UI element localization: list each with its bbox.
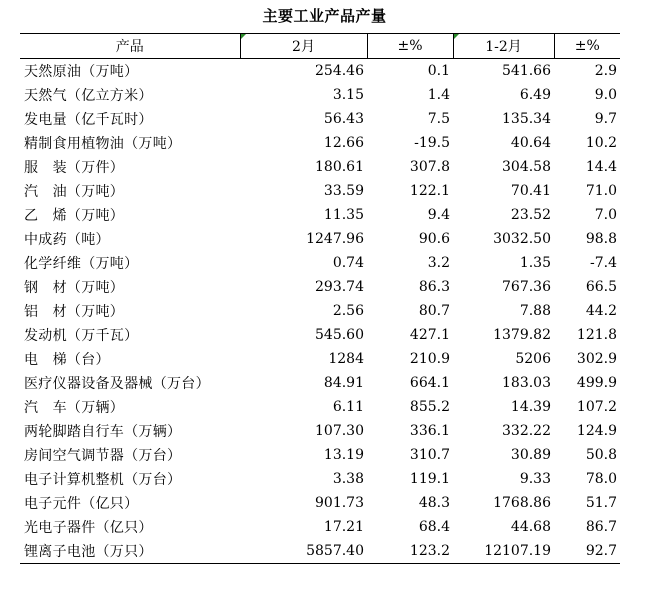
month-value-cell: 33.59 xyxy=(323,183,364,199)
product-name-cell: 乙 烯（万吨） xyxy=(24,208,125,224)
cumulative-value-cell: 70.41 xyxy=(510,183,551,199)
industrial-output-table xyxy=(20,33,620,564)
product-name-cell: 汽 车（万辆） xyxy=(24,400,125,416)
header-month-label: 2月 xyxy=(292,39,315,55)
month-change-cell: 9.4 xyxy=(427,207,450,223)
cumulative-change-cell: 7.0 xyxy=(594,207,617,223)
month-value-cell: 901.73 xyxy=(315,495,364,511)
cumulative-change-cell: 71.0 xyxy=(585,183,617,199)
month-change-cell: 855.2 xyxy=(409,399,450,415)
month-value-cell: 180.61 xyxy=(315,159,364,175)
month-change-cell: 210.9 xyxy=(409,351,450,367)
product-name-cell: 医疗仪器设备及器械（万台） xyxy=(24,376,210,392)
cumulative-change-cell: 124.9 xyxy=(576,423,617,439)
month-value-cell: 17.21 xyxy=(323,519,364,535)
comment-marker-icon xyxy=(454,34,459,39)
cumulative-value-cell: 44.68 xyxy=(510,519,551,535)
table-row xyxy=(20,59,620,84)
product-name-cell: 发电量（亿千瓦时） xyxy=(24,112,153,128)
cumulative-value-cell: 183.03 xyxy=(502,375,551,391)
product-name-cell: 中成药（吨） xyxy=(24,232,110,248)
table-row xyxy=(20,203,620,227)
month-value-cell: 293.74 xyxy=(315,279,364,295)
cumulative-change-cell: 14.4 xyxy=(585,159,617,175)
cumulative-value-cell: 7.88 xyxy=(519,303,551,319)
month-change-cell: 310.7 xyxy=(409,447,450,463)
product-name-cell: 电子计算机整机（万台） xyxy=(24,472,182,488)
month-value-cell: 84.91 xyxy=(323,375,364,391)
table-row xyxy=(20,227,620,251)
cumulative-change-cell: 499.9 xyxy=(576,375,617,391)
month-value-cell: 254.46 xyxy=(315,63,364,79)
cumulative-change-cell: 302.9 xyxy=(576,351,617,367)
cumulative-change-cell: 9.7 xyxy=(594,111,617,127)
cumulative-value-cell: 6.49 xyxy=(519,87,551,103)
cumulative-change-cell: 10.2 xyxy=(585,135,617,151)
product-name-cell: 锂离子电池（万只） xyxy=(20,539,240,564)
cumulative-value-cell: 30.89 xyxy=(510,447,551,463)
cumulative-change-cell: 44.2 xyxy=(585,303,617,319)
header-product xyxy=(20,34,240,59)
table-row xyxy=(20,83,620,107)
product-name-cell: 钢 材（万吨） xyxy=(24,280,125,296)
table-row xyxy=(20,347,620,371)
header-row xyxy=(20,34,620,59)
month-change-cell: 90.6 xyxy=(418,231,450,247)
cumulative-change-cell: 121.8 xyxy=(576,327,617,343)
month-value-cell: 3.15 xyxy=(332,87,364,103)
comment-marker-icon xyxy=(241,34,246,39)
cumulative-value-cell: 5206 xyxy=(515,351,551,367)
header-cumulative xyxy=(453,34,554,59)
cumulative-change-cell: 98.8 xyxy=(585,231,617,247)
cumulative-value-cell: 23.52 xyxy=(510,207,551,223)
cumulative-value-cell: 9.33 xyxy=(519,471,551,487)
table-body xyxy=(20,59,620,564)
month-change-cell: 3.2 xyxy=(427,255,450,271)
table-row xyxy=(20,155,620,179)
product-name-cell: 汽 油（万吨） xyxy=(24,184,125,200)
month-value-cell: 13.19 xyxy=(323,447,364,463)
month-value-cell: 1247.96 xyxy=(306,231,364,247)
product-name-cell: 发动机（万千瓦） xyxy=(24,328,139,344)
table-row xyxy=(20,107,620,131)
month-change-cell: 48.3 xyxy=(418,495,450,511)
month-value-cell: 1284 xyxy=(328,351,364,367)
month-change-cell: 427.1 xyxy=(409,327,450,343)
month-value-cell: 6.11 xyxy=(332,399,364,415)
product-name-cell: 两轮脚踏自行车（万辆） xyxy=(24,424,182,440)
cumulative-value-cell: 40.64 xyxy=(510,135,551,151)
table-row xyxy=(20,515,620,539)
month-value-cell: 3.38 xyxy=(332,471,364,487)
month-change-cell: 123.2 xyxy=(367,539,453,564)
month-value-cell: 56.43 xyxy=(323,111,364,127)
header-month xyxy=(240,34,367,59)
cumulative-value-cell: 541.66 xyxy=(502,63,551,79)
month-change-cell: -19.5 xyxy=(414,135,450,151)
table-row xyxy=(20,395,620,419)
product-name-cell: 光电子器件（亿只） xyxy=(24,520,153,536)
month-change-cell: 0.1 xyxy=(427,63,450,79)
month-value-cell: 545.60 xyxy=(315,327,364,343)
month-value-cell: 0.74 xyxy=(332,255,364,271)
cumulative-value-cell: 14.39 xyxy=(510,399,551,415)
cumulative-value-cell: 12107.19 xyxy=(453,539,554,564)
table-row xyxy=(20,323,620,347)
cumulative-change-cell: 9.0 xyxy=(594,87,617,103)
product-name-cell: 电子元件（亿只） xyxy=(24,496,139,512)
cumulative-change-cell: 51.7 xyxy=(585,495,617,511)
header-cumulative-change xyxy=(554,34,620,59)
month-change-cell: 86.3 xyxy=(418,279,450,295)
cumulative-change-cell: 2.9 xyxy=(594,63,617,79)
cumulative-change-cell: 50.8 xyxy=(585,447,617,463)
product-name-cell: 天然气（亿立方米） xyxy=(24,88,153,104)
header-cumulative-change-label: ±% xyxy=(574,38,600,54)
header-cumulative-label: 1-2月 xyxy=(485,39,522,55)
cumulative-value-cell: 332.22 xyxy=(502,423,551,439)
table-row xyxy=(20,443,620,467)
product-name-cell: 房间空气调节器（万台） xyxy=(24,448,182,464)
month-change-cell: 307.8 xyxy=(409,159,450,175)
table-header xyxy=(20,34,620,59)
cumulative-change-cell: 86.7 xyxy=(585,519,617,535)
cumulative-value-cell: 304.58 xyxy=(502,159,551,175)
table-row xyxy=(20,275,620,299)
cumulative-value-cell: 1768.86 xyxy=(493,495,551,511)
table-row xyxy=(20,467,620,491)
table-row xyxy=(20,251,620,275)
month-change-cell: 80.7 xyxy=(418,303,450,319)
header-month-change-label: ±% xyxy=(397,38,423,54)
month-value-cell: 12.66 xyxy=(323,135,364,151)
header-product-label: 产品 xyxy=(115,39,144,55)
month-value-cell: 2.56 xyxy=(332,303,364,319)
month-change-cell: 664.1 xyxy=(409,375,450,391)
header-month-change xyxy=(367,34,453,59)
table-row xyxy=(20,179,620,203)
month-change-cell: 122.1 xyxy=(409,183,450,199)
product-name-cell: 服 装（万件） xyxy=(24,160,125,176)
table-row xyxy=(20,419,620,443)
month-change-cell: 68.4 xyxy=(418,519,450,535)
table-row xyxy=(20,371,620,395)
cumulative-value-cell: 3032.50 xyxy=(493,231,551,247)
cumulative-change-cell: -7.4 xyxy=(590,255,617,271)
month-change-cell: 1.4 xyxy=(427,87,450,103)
month-value-cell: 107.30 xyxy=(315,423,364,439)
table-row xyxy=(20,299,620,323)
cumulative-value-cell: 767.36 xyxy=(502,279,551,295)
cumulative-change-cell: 78.0 xyxy=(585,471,617,487)
cumulative-value-cell: 1.35 xyxy=(519,255,551,271)
product-name-cell: 电 梯（台） xyxy=(24,352,110,368)
month-change-cell: 336.1 xyxy=(409,423,450,439)
month-change-cell: 119.1 xyxy=(409,471,450,487)
product-name-cell: 天然原油（万吨） xyxy=(24,64,139,80)
table-row xyxy=(20,491,620,515)
cumulative-change-cell: 92.7 xyxy=(554,539,620,564)
month-change-cell: 7.5 xyxy=(427,111,450,127)
product-name-cell: 铝 材（万吨） xyxy=(24,304,125,320)
cumulative-change-cell: 66.5 xyxy=(585,279,617,295)
cumulative-change-cell: 107.2 xyxy=(576,399,617,415)
cumulative-value-cell: 135.34 xyxy=(502,111,551,127)
product-name-cell: 精制食用植物油（万吨） xyxy=(24,136,182,152)
table-row xyxy=(20,539,620,564)
table-row xyxy=(20,131,620,155)
month-value-cell: 11.35 xyxy=(323,207,364,223)
product-name-cell: 化学纤维（万吨） xyxy=(24,256,139,272)
month-value-cell: 5857.40 xyxy=(240,539,367,564)
page-title: 主要工业产品产量 xyxy=(262,7,387,25)
cumulative-value-cell: 1379.82 xyxy=(493,327,551,343)
